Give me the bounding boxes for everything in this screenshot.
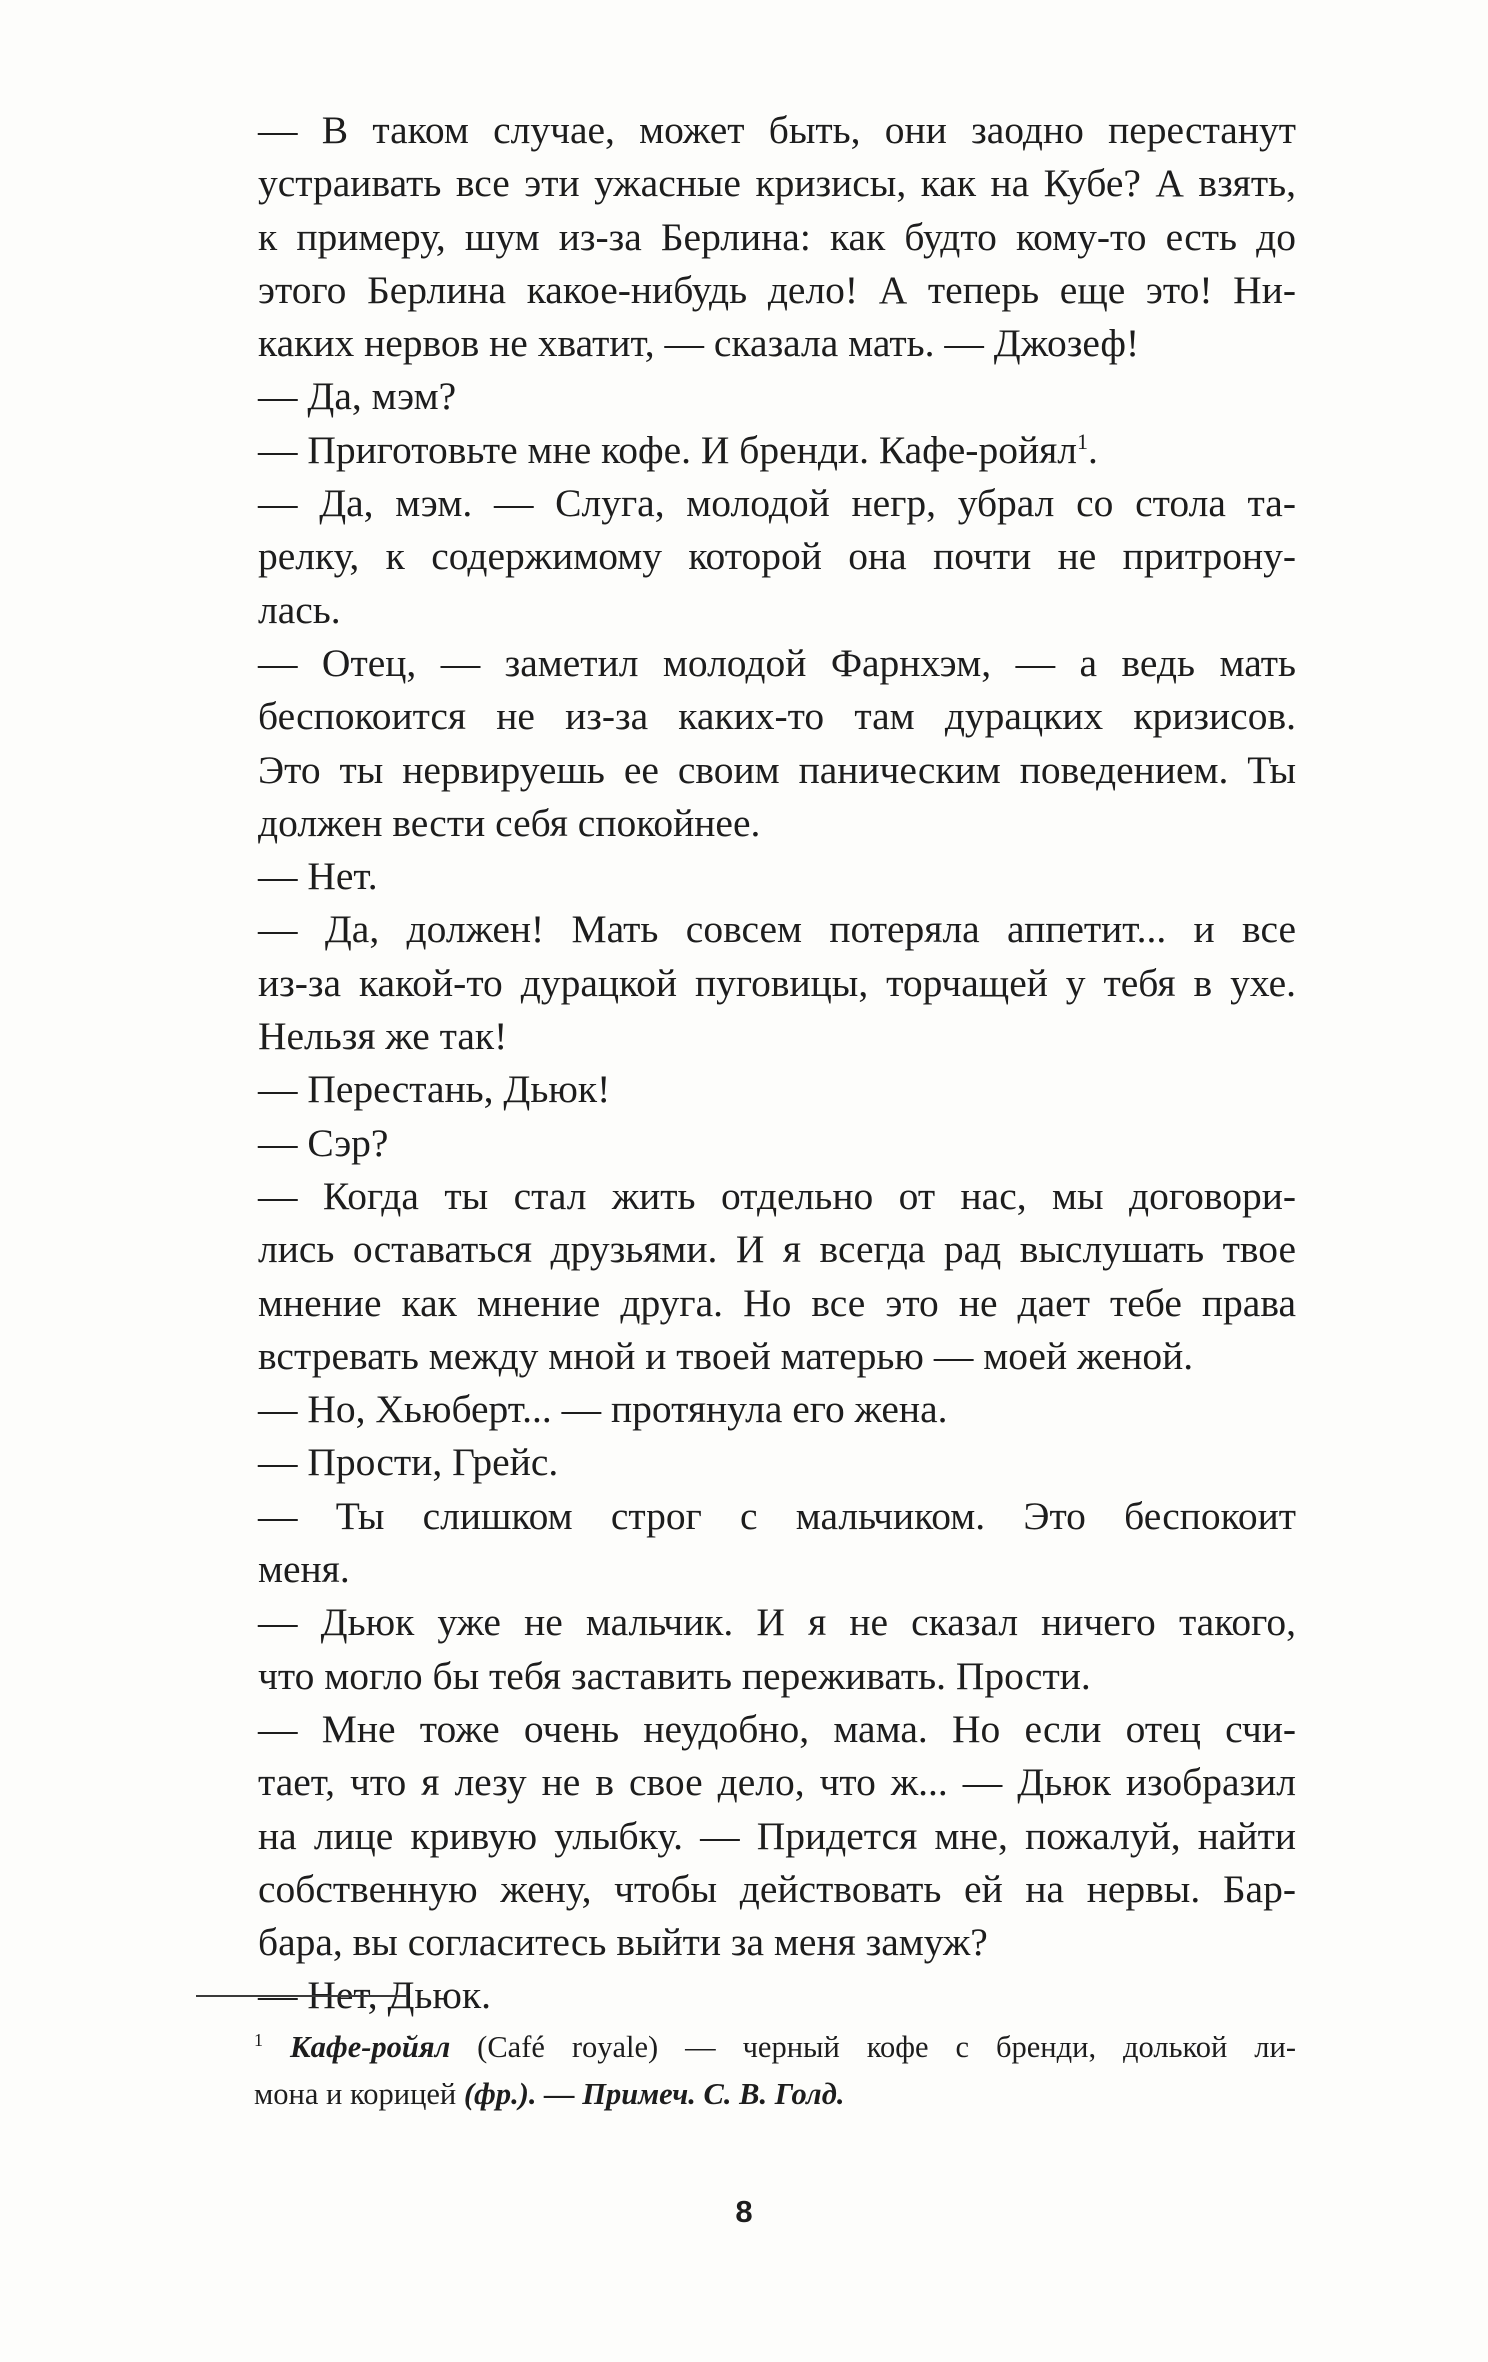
paragraph — [196, 424, 1296, 477]
text-line: к примеру, шум из-за Берлина: как будто кому-то есть до — [258, 214, 1296, 259]
paragraph — [196, 850, 1296, 903]
paragraph — [196, 477, 1296, 637]
text-line: бара, вы согласитесь выйти за меня замуж? — [258, 1920, 988, 1965]
text-line: устраивать все эти ужасные кризисы, как на Кубе? А взять, — [258, 161, 1296, 206]
paragraph — [196, 1436, 1296, 1489]
text-line: — Дьюк уже не мальчик. И я не сказал ничего такого, — [258, 1600, 1296, 1645]
text-line: этого Берлина какое-нибудь дело! А теперь еще это! Ни- — [258, 267, 1296, 312]
paragraph — [196, 370, 1296, 423]
text-tail: . — [1087, 427, 1098, 472]
text-line: — Нет. — [258, 854, 378, 899]
footnote-attribution: . — Примеч. С. В. Голд. — [528, 2077, 845, 2111]
page-number: 8 — [735, 2194, 753, 2229]
text-line: встревать между мной и твоей матерью — моей женой. — [258, 1333, 1194, 1378]
footnote-language: (фр.) — [463, 2077, 529, 2111]
text-line: — Нет, Дьюк. — [258, 1973, 492, 2018]
footnote-text-2: мона и корицей — [254, 2077, 464, 2111]
text-line: — Прости, Грейс. — [258, 1440, 559, 1485]
text-line: — Приготовьте мне кофе. И бренди. Кафе-ройял — [258, 427, 1077, 472]
text-line: каких нервов не хватит, — сказала мать. — Джозеф! — [258, 321, 1140, 366]
text-line: что могло бы тебя заставить переживать. Прости. — [258, 1653, 1091, 1698]
text-line: лась. — [258, 587, 341, 632]
footnote-marker: 1 — [254, 2029, 263, 2050]
text-line: должен вести себя спокойнее. — [258, 800, 761, 845]
text-line: — Мне тоже очень неудобно, мама. Но если отец счи- — [258, 1706, 1296, 1751]
footnote — [196, 2024, 1296, 2118]
text-line: Нельзя же так! — [258, 1014, 508, 1059]
text-line: — Перестань, Дьюк! — [258, 1067, 611, 1112]
paragraph — [196, 1117, 1296, 1170]
paragraph — [196, 637, 1296, 850]
text-line: — Когда ты стал жить отдельно от нас, мы договори- — [258, 1173, 1296, 1218]
text-line: лись оставаться друзьями. И я всегда рад выслушать твое — [258, 1227, 1296, 1272]
footnote-term: Кафе-ройял — [289, 2030, 451, 2064]
footnote-line-2 — [196, 2071, 1296, 2118]
paragraph — [196, 104, 1296, 370]
main-text — [196, 104, 1296, 2023]
paragraph — [196, 1490, 1296, 1597]
text-line: — Да, мэм. — Слуга, молодой негр, убрал со стола та- — [258, 481, 1296, 526]
text-line: тает, что я лезу не в свое дело, что ж... — Дьюк изобразил — [258, 1760, 1296, 1805]
paragraph — [196, 1703, 1296, 1969]
footnote-text-1: (Café royale) — черный кофе с бренди, долькой ли- — [450, 2030, 1297, 2064]
footnote-reference: 1 — [1076, 428, 1088, 454]
footnote-line-1 — [196, 2024, 1296, 2071]
paragraph — [196, 1063, 1296, 1116]
text-line: беспокоится не из-за каких-то там дурацких кризисов. — [258, 694, 1296, 739]
text-line: релку, к содержимому которой она почти не притрону- — [258, 534, 1296, 579]
paragraph — [196, 1170, 1296, 1383]
text-line: — Но, Хьюберт... — протянула его жена. — [258, 1387, 948, 1432]
text-line: — Да, должен! Мать совсем потеряла аппетит... и все — [258, 907, 1296, 952]
text-line: из-за какой-то дурацкой пуговицы, торчащей у тебя в ухе. — [258, 960, 1296, 1005]
text-line: Это ты нервируешь ее своим паническим поведением. Ты — [258, 747, 1296, 792]
footnote-divider — [196, 1995, 406, 1997]
text-line: на лице кривую улыбку. — Придется мне, пожалуй, найти — [258, 1813, 1296, 1858]
text-line: мнение как мнение друга. Но все это не дает тебе права — [258, 1280, 1296, 1325]
paragraph — [196, 1383, 1296, 1436]
paragraph — [196, 1596, 1296, 1703]
text-line: — Ты слишком строг с мальчиком. Это беспокоит — [258, 1493, 1296, 1538]
text-line: — Отец, — заметил молодой Фарнхэм, — а ведь мать — [258, 640, 1296, 685]
text-line: — Да, мэм? — [258, 374, 457, 419]
text-line: меня. — [258, 1547, 350, 1592]
paragraph — [196, 903, 1296, 1063]
text-line: собственную жену, чтобы действовать ей на нервы. Бар- — [258, 1866, 1296, 1911]
text-line: — Сэр? — [258, 1120, 389, 1165]
text-line: — В таком случае, может быть, они заодно перестанут — [258, 108, 1296, 152]
